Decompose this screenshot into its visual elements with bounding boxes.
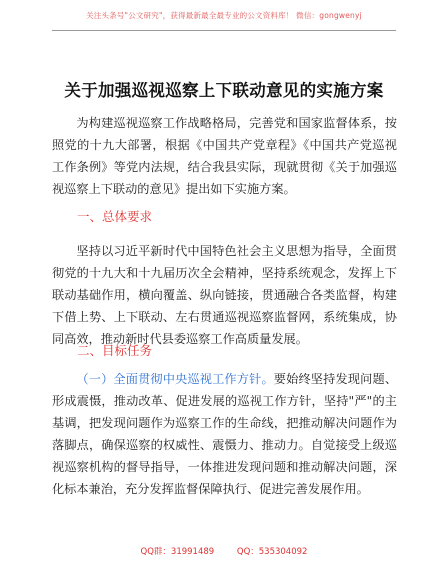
section2-body: 要始终坚持发现问题、形成震慑，推动改革、促进发展的巡视工作方针，坚持"严"的主基调，把发现问题作为巡察工作的生命线，把推动解决问题作为落脚点，确保巡察的权威性、震慑力、推动力。自觉接受上级巡视巡察机构的督导指导，一体推进发现问题和推动解决问题，深化标本兼治，充分发挥监督保障执行、促进完善发展作用。: [52, 372, 398, 496]
section2-paragraph: [52, 368, 397, 500]
header-banner: 关注头条号"公文研究"，获得最新最全最专业的公文资料库！ 微信：gongwenyj: [86, 11, 362, 20]
section2-heading: 二、目标任务: [77, 343, 153, 358]
section1-heading: 一、总体要求: [77, 209, 153, 224]
document-title: 关于加强巡视巡察上下联动意见的实施方案: [64, 81, 384, 100]
section1-body: 坚持以习近平新时代中国特色社会主义思想为指导，全面贯彻党的十九大和十九届历次全会精神，坚持系统观念，发挥上下联动基础作用，横向覆盖、纵向链接，贯通融合各类监督，构建下借上势、上下联动、左右贯通巡视巡察监督网，系统集成，协同高效，推动新时代县委巡察工作高质量发展。: [52, 244, 397, 346]
header-divider: [52, 30, 396, 31]
footer: [0, 545, 448, 557]
intro-paragraph: 为构建巡视巡察工作战略格局，完善党和国家监督体系，按照党的十九大部署，根据《中国共产党章程》《中国共产党巡视工作条例》等党内法规，结合我县实际，现就贯彻《关于加强巡视巡察上下联动的意见》提出如下实施方案。: [52, 116, 397, 196]
footer-qq: QQ：535304092: [236, 547, 308, 557]
footer-qq-group: QQ群：31991489: [140, 547, 215, 557]
section2-sub-heading: （一）全面贯彻中央巡视工作方针。: [76, 372, 274, 386]
